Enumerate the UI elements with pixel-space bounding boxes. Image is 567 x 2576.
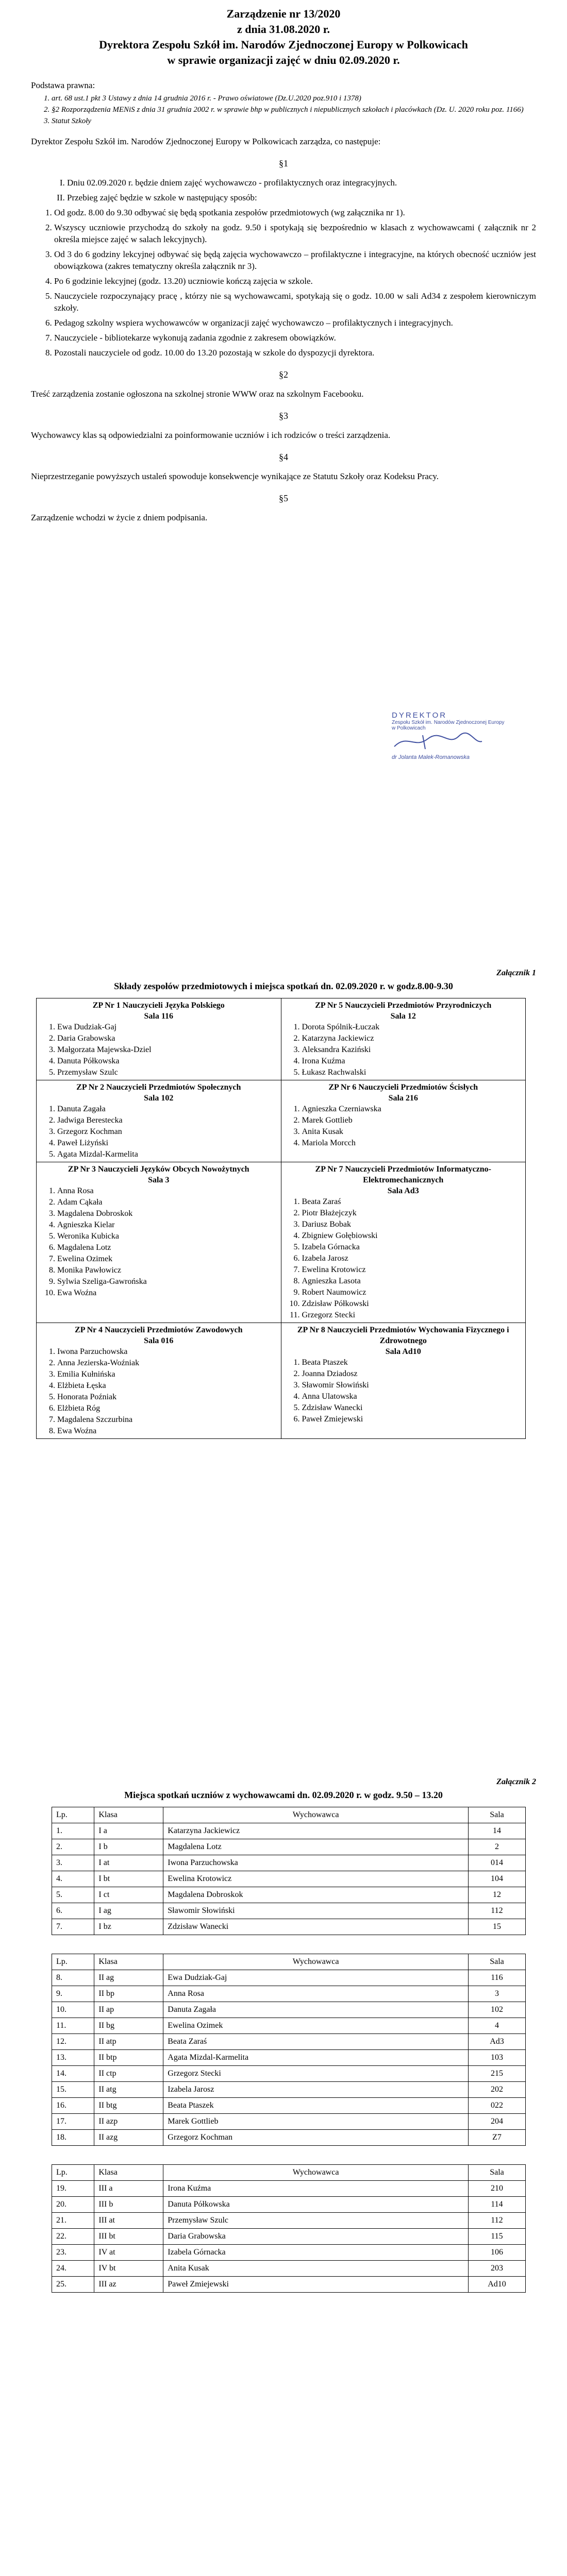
table-cell: 14	[468, 1823, 525, 1839]
table-header-row	[52, 2165, 526, 2181]
table-cell: I ct	[94, 1887, 163, 1903]
team-heading: ZP Nr 4 Nauczycieli Przedmiotów Zawodowych Sala 016	[75, 1326, 243, 1345]
team-cell	[37, 1162, 281, 1323]
column-header: Sala	[468, 1807, 525, 1823]
team-member: 5. Izabela Górnacka	[302, 1242, 523, 1253]
table-cell: Danuta Zagała	[163, 2002, 469, 2018]
team-cell	[37, 998, 281, 1080]
table-row	[52, 2197, 526, 2213]
team-member: 6. Magdalena Lotz	[57, 1242, 278, 1253]
team-member: 3. Sławomir Słowiński	[302, 1380, 523, 1391]
table-cell: I at	[94, 1855, 163, 1871]
section-1-roman-list	[31, 177, 536, 204]
table-cell: 115	[468, 2229, 525, 2245]
team-member: 4. Danuta Półkowska	[57, 1056, 278, 1067]
decree-intro-text: Dyrektor Zespołu Szkół im. Narodów Zjednoczonej Europy w Polkowicach zarządza, co następuje:	[31, 137, 381, 146]
table-row	[52, 2229, 526, 2245]
table-row	[52, 1823, 526, 1839]
table-cell: II azg	[94, 2130, 163, 2146]
point-item: 8. Pozostali nauczyciele od godz. 10.00 do 13.20 pozostają w szkole do dyspozycji dyrektora.	[54, 347, 536, 359]
signature-title: DYREKTOR	[392, 711, 447, 720]
table-cell: 4	[468, 2018, 525, 2034]
team-cell	[281, 1162, 526, 1323]
team-member: 8. Monika Pawłowicz	[57, 1265, 278, 1276]
team-cell	[281, 998, 526, 1080]
table-cell: II atp	[94, 2034, 163, 2050]
team-cell	[281, 1080, 526, 1162]
table-cell: I b	[94, 1839, 163, 1855]
team-member: 4. Mariola Morcch	[302, 1138, 523, 1149]
table-cell: Iwona Parzuchowska	[163, 1855, 469, 1871]
table-cell: Daria Grabowska	[163, 2229, 469, 2245]
table-cell: Agata Mizdal-Karmelita	[163, 2050, 469, 2066]
section-2-text: Treść zarządzenia zostanie ogłoszona na szkolnej stronie WWW oraz na szkolnym Facebooku.	[31, 389, 364, 399]
decree-intro	[0, 135, 567, 147]
column-header: Sala	[468, 2165, 525, 2181]
table-cell: 22.	[52, 2229, 94, 2245]
table-gap	[52, 1935, 526, 1954]
team-member: 4. Irona Kuźma	[302, 1056, 523, 1067]
team-member: 1. Anna Rosa	[57, 1185, 278, 1197]
table-cell: II btp	[94, 2050, 163, 2066]
section-1	[0, 158, 567, 359]
table-cell: 19.	[52, 2181, 94, 2197]
table-cell: II azp	[94, 2114, 163, 2130]
team-heading: ZP Nr 1 Nauczycieli Języka Polskiego Sala 116	[92, 1001, 225, 1021]
team-cell	[37, 1323, 281, 1439]
attachment-1	[0, 969, 567, 1439]
table-cell: 24.	[52, 2261, 94, 2277]
table-cell: 10.	[52, 2002, 94, 2018]
table-cell: Zdzisław Wanecki	[163, 1919, 469, 1935]
team-member: 4. Agnieszka Kielar	[57, 1219, 278, 1231]
table-cell: Beata Zaraś	[163, 2034, 469, 2050]
team-heading: ZP Nr 3 Nauczycieli Języków Obcych Nowożytnych Sala 3	[68, 1165, 249, 1184]
table-cell: I ag	[94, 1903, 163, 1919]
point-item: 1. Od godz. 8.00 do 9.30 odbywać się będą spotkania zespołów przedmiotowych (wg załącznika nr 1).	[54, 207, 536, 218]
team-member: 3. Anita Kusak	[302, 1126, 523, 1138]
team-member: 4. Zbigniew Gołębiowski	[302, 1230, 523, 1242]
team-members	[40, 1346, 278, 1437]
column-header: Lp.	[52, 1954, 94, 1970]
document-header	[0, 0, 567, 68]
attachment-label: Załącznik 2	[496, 1777, 536, 1786]
team-heading: ZP Nr 7 Nauczycieli Przedmiotów Informatyczno-Elektromechanicznych Sala Ad3	[315, 1165, 491, 1195]
team-members	[285, 1104, 523, 1149]
table-cell: 6.	[52, 1903, 94, 1919]
table-cell: 2	[468, 1839, 525, 1855]
table-cell: Anita Kusak	[163, 2261, 469, 2277]
column-header: Lp.	[52, 1807, 94, 1823]
column-header: Wychowawca	[163, 1954, 469, 1970]
team-member: 10. Zdzisław Półkowski	[302, 1298, 523, 1310]
team-member: 1. Beata Ptaszek	[302, 1357, 523, 1368]
table-cell: Beata Ptaszek	[163, 2098, 469, 2114]
team-member: 5. Przemysław Szulc	[57, 1067, 278, 1078]
table-cell: Sławomir Słowiński	[163, 1903, 469, 1919]
point-item: 3. Od 3 do 6 godziny lekcyjnej odbywać się będą zajęcia wychowawczo – profilaktyczne i integracyjne, na których obecność uczniów jest obowiązkowa (zakres tematyczny określa załącznik nr 3).	[54, 248, 536, 272]
table-cell: III a	[94, 2181, 163, 2197]
director-signature	[392, 711, 526, 768]
column-header: Klasa	[94, 2165, 163, 2181]
table-cell: 25.	[52, 2277, 94, 2293]
column-header: Wychowawca	[163, 2165, 469, 2181]
table-cell: II bg	[94, 2018, 163, 2034]
team-row	[37, 1080, 526, 1162]
table-cell: 23.	[52, 2245, 94, 2261]
team-member: 5. Weronika Kubicka	[57, 1231, 278, 1242]
table-cell: 15	[468, 1919, 525, 1935]
decree-number: Zarządzenie nr 13/2020	[226, 7, 341, 20]
decree-date: z dnia 31.08.2020 r.	[237, 23, 330, 36]
table-cell: 210	[468, 2181, 525, 2197]
table-cell: 116	[468, 1970, 525, 1986]
team-member: 8. Agnieszka Lasota	[302, 1276, 523, 1287]
team-row	[37, 1162, 526, 1323]
table-row	[52, 2213, 526, 2229]
table-row	[52, 1903, 526, 1919]
team-cell	[281, 1323, 526, 1439]
table-cell: Danuta Półkowska	[163, 2197, 469, 2213]
table-row	[52, 2130, 526, 2146]
table-row	[52, 2181, 526, 2197]
team-cell	[37, 1080, 281, 1162]
section-sign: §1	[279, 158, 288, 168]
team-member: 6. Izabela Jarosz	[302, 1253, 523, 1264]
table-row	[52, 1871, 526, 1887]
section-sign: §4	[279, 452, 288, 462]
table-row	[52, 2098, 526, 2114]
table-cell: Przemysław Szulc	[163, 2213, 469, 2229]
table-cell: I bt	[94, 1871, 163, 1887]
table-cell: III az	[94, 2277, 163, 2293]
section-4	[0, 451, 567, 482]
team-member: 3. Emilia Kułnińska	[57, 1369, 278, 1380]
table-cell: 16.	[52, 2098, 94, 2114]
attachment-caption: Składy zespołów przedmiotowych i miejsca spotkań dn. 02.09.2020 r. w godz.8.00-9.30	[114, 981, 453, 991]
attachment-2	[0, 1777, 567, 2293]
point-item: 4. Po 6 godzinie lekcyjnej (godz. 13.20) uczniowie kończą zajęcia w szkole.	[54, 275, 536, 287]
table-cell: 18.	[52, 2130, 94, 2146]
team-members	[285, 1196, 523, 1321]
team-members	[285, 1022, 523, 1078]
table-header-row	[52, 1954, 526, 1970]
table-cell: Ad10	[468, 2277, 525, 2293]
team-member: 5. Zdzisław Wanecki	[302, 1402, 523, 1414]
point-item: 6. Pedagog szkolny wspiera wychowawców w organizacji zajęć wychowawczo – profilaktycznych i integracyjnych.	[54, 317, 536, 329]
table-row	[52, 2050, 526, 2066]
table-cell: 112	[468, 1903, 525, 1919]
roman-item: II. Przebieg zajęć będzie w szkole w następujący sposób:	[67, 192, 536, 204]
table-cell: Ewelina Krotowicz	[163, 1871, 469, 1887]
section-4-text: Nieprzestrzeganie powyższych ustaleń spowoduje konsekwencje wynikające ze Statutu Szkoły oraz Kodeksu Pracy.	[31, 471, 439, 481]
team-member: 3. Aleksandra Kaziński	[302, 1044, 523, 1056]
table-cell: IV at	[94, 2245, 163, 2261]
column-header: Wychowawca	[163, 1807, 469, 1823]
team-members	[40, 1022, 278, 1078]
table-cell: III b	[94, 2197, 163, 2213]
point-item: 2. Wszyscy uczniowie przychodzą do szkoły na godz. 9.50 i spotykają się bezpośrednio w klasach z wychowawcami ( załącznik nr 2 określa miejsce zajęć w salach lekcyjnych).	[54, 222, 536, 245]
decree-issuer: Dyrektora Zespołu Szkół im. Narodów Zjednoczonej Europy w Polkowicach	[99, 38, 468, 51]
table-row	[52, 1887, 526, 1903]
table-cell: Ad3	[468, 2034, 525, 2050]
legal-basis-item: 3. Statut Szkoły	[52, 116, 536, 126]
subject-teams-table	[36, 998, 526, 1439]
table-row	[52, 1855, 526, 1871]
table-cell: IV bt	[94, 2261, 163, 2277]
table-cell: 104	[468, 1871, 525, 1887]
table-cell: II btg	[94, 2098, 163, 2114]
table-cell: Magdalena Dobroskok	[163, 1887, 469, 1903]
team-member: 9. Robert Naumowicz	[302, 1287, 523, 1298]
table-cell: II ag	[94, 1970, 163, 1986]
table-cell: III at	[94, 2213, 163, 2229]
team-member: 7. Ewelina Ozimek	[57, 1253, 278, 1265]
table-cell: 7.	[52, 1919, 94, 1935]
column-header: Sala	[468, 1954, 525, 1970]
table-cell: 5.	[52, 1887, 94, 1903]
decree-subject: w sprawie organizacji zajęć w dniu 02.09.2020 r.	[167, 54, 400, 66]
table-row	[52, 2082, 526, 2098]
team-member: 3. Grzegorz Kochman	[57, 1126, 278, 1138]
table-row	[52, 2277, 526, 2293]
table-cell: Ewelina Ozimek	[163, 2018, 469, 2034]
section-3	[0, 410, 567, 441]
legal-basis-item: 1. art. 68 ust.1 pkt 3 Ustawy z dnia 14 grudnia 2016 r. - Prawo oświatowe (Dz.U.2020 poz.910 i 1378)	[52, 93, 536, 104]
table-cell: 12	[468, 1887, 525, 1903]
table-row	[52, 2066, 526, 2082]
team-member: 2. Daria Grabowska	[57, 1033, 278, 1044]
table-cell: II atg	[94, 2082, 163, 2098]
team-member: 1. Ewa Dudziak-Gaj	[57, 1022, 278, 1033]
section-2	[0, 369, 567, 400]
table-cell: 114	[468, 2197, 525, 2213]
legal-basis-list	[31, 93, 536, 126]
team-member: 2. Adam Cąkała	[57, 1197, 278, 1208]
team-member: 2. Marek Gottlieb	[302, 1115, 523, 1126]
section-sign: §5	[279, 493, 288, 503]
team-heading: ZP Nr 8 Nauczycieli Przedmiotów Wychowania Fizycznego i Zdrowotnego Sala Ad10	[297, 1326, 509, 1356]
table-cell: 203	[468, 2261, 525, 2277]
point-item: 7. Nauczyciele - bibliotekarze wykonują zadania zgodnie z zakresem obowiązków.	[54, 332, 536, 344]
table-cell: Katarzyna Jackiewicz	[163, 1823, 469, 1839]
table-cell: Ewa Dudziak-Gaj	[163, 1970, 469, 1986]
legal-basis-item: 2. §2 Rozporządzenia MENiS z dnia 31 grudnia 2002 r. w sprawie bhp w publicznych i niepublicznych szkołach i placówkach (Dz. U. 2020 roku poz. 1166)	[52, 105, 536, 115]
table-cell: 106	[468, 2245, 525, 2261]
team-heading: ZP Nr 6 Nauczycieli Przedmiotów Ścisłych Sala 216	[328, 1083, 478, 1103]
team-member: 5. Agata Mizdal-Karmelita	[57, 1149, 278, 1160]
table-row	[52, 1986, 526, 2002]
table-cell: Grzegorz Kochman	[163, 2130, 469, 2146]
table-cell: II ap	[94, 2002, 163, 2018]
table-cell: 2.	[52, 1839, 94, 1855]
section-sign: §2	[279, 369, 288, 380]
table-cell: Z7	[468, 2130, 525, 2146]
team-members	[40, 1185, 278, 1299]
table-row	[52, 2034, 526, 2050]
table-cell: 3.	[52, 1855, 94, 1871]
legal-basis-intro: Podstawa prawna:	[31, 80, 95, 90]
signature-name: dr Jolanta Malek-Romanowska	[392, 754, 470, 760]
table-cell: Irona Kuźma	[163, 2181, 469, 2197]
section-1-points	[31, 207, 536, 359]
table-cell: 022	[468, 2098, 525, 2114]
table-row	[52, 2114, 526, 2130]
table-cell: 11.	[52, 2018, 94, 2034]
section-sign: §3	[279, 411, 288, 421]
table-cell: II bp	[94, 1986, 163, 2002]
team-member: 5. Honorata Poźniak	[57, 1392, 278, 1403]
team-member: 3. Małgorzata Majewska-Dziel	[57, 1044, 278, 1056]
team-members	[40, 1104, 278, 1160]
team-member: 2. Anna Jezierska-Woźniak	[57, 1358, 278, 1369]
table-cell: 17.	[52, 2114, 94, 2130]
team-member: 8. Ewa Woźna	[57, 1426, 278, 1437]
table-row	[52, 1839, 526, 1855]
table-cell: 12.	[52, 2034, 94, 2050]
section-3-text: Wychowawcy klas są odpowiedzialni za poinformowanie uczniów i ich rodziców o treści zarządzenia.	[31, 430, 391, 440]
table-cell: 1.	[52, 1823, 94, 1839]
legal-basis	[0, 79, 567, 126]
team-member: 2. Piotr Błażejczyk	[302, 1208, 523, 1219]
table-header-row	[52, 1807, 526, 1823]
team-member: 7. Ewelina Krotowicz	[302, 1264, 523, 1276]
team-member: 5. Łukasz Rachwalski	[302, 1067, 523, 1078]
roman-item: I. Dniu 02.09.2020 r. będzie dniem zajęć wychowawczo - profilaktycznych oraz integracyjnych.	[67, 177, 536, 189]
table-row	[52, 2245, 526, 2261]
team-member: 9. Sylwia Szeliga-Gawrońska	[57, 1276, 278, 1287]
table-cell: 3	[468, 1986, 525, 2002]
table-cell: 215	[468, 2066, 525, 2082]
team-member: 2. Joanna Dziadosz	[302, 1368, 523, 1380]
column-header: Lp.	[52, 2165, 94, 2181]
table-cell: Paweł Zmiejewski	[163, 2277, 469, 2293]
table-cell: 102	[468, 2002, 525, 2018]
team-member: 1. Agnieszka Czerniawska	[302, 1104, 523, 1115]
team-heading: ZP Nr 2 Nauczycieli Przedmiotów Społecznych Sala 102	[76, 1083, 241, 1103]
team-member: 6. Elżbieta Róg	[57, 1403, 278, 1414]
team-row	[37, 998, 526, 1080]
table-cell: Marek Gottlieb	[163, 2114, 469, 2130]
table-cell: 112	[468, 2213, 525, 2229]
table-cell: Magdalena Lotz	[163, 1839, 469, 1855]
table-cell: 15.	[52, 2082, 94, 2098]
table-cell: Izabela Górnacka	[163, 2245, 469, 2261]
gap-cell	[52, 1935, 526, 1954]
attachment-caption: Miejsca spotkań uczniów z wychowawcami dn. 02.09.2020 r. w godz. 9.50 – 13.20	[124, 1790, 443, 1800]
section-5	[0, 493, 567, 523]
table-cell: 8.	[52, 1970, 94, 1986]
signature-city: w Polkowicach	[392, 725, 426, 731]
table-cell: Anna Rosa	[163, 1986, 469, 2002]
team-member: 10. Ewa Woźna	[57, 1287, 278, 1299]
column-header: Klasa	[94, 1954, 163, 1970]
attachment-label: Załącznik 1	[496, 969, 536, 977]
table-row	[52, 2261, 526, 2277]
table-row	[52, 1970, 526, 1986]
team-member: 3. Dariusz Bobak	[302, 1219, 523, 1230]
table-cell: Izabela Jarosz	[163, 2082, 469, 2098]
table-cell: 21.	[52, 2213, 94, 2229]
column-header: Klasa	[94, 1807, 163, 1823]
table-cell: 014	[468, 1855, 525, 1871]
table-cell: I bz	[94, 1919, 163, 1935]
team-member: 4. Paweł Liżyński	[57, 1138, 278, 1149]
team-member: 4. Elżbieta Łęska	[57, 1380, 278, 1392]
section-5-text: Zarządzenie wchodzi w życie z dniem podpisania.	[31, 513, 208, 522]
table-cell: 9.	[52, 1986, 94, 2002]
team-member: 7. Magdalena Szczurbina	[57, 1414, 278, 1426]
team-member: 2. Katarzyna Jackiewicz	[302, 1033, 523, 1044]
gap-cell	[52, 2146, 526, 2165]
table-row	[52, 2002, 526, 2018]
team-heading: ZP Nr 5 Nauczycieli Przedmiotów Przyrodniczych Sala 12	[315, 1001, 492, 1021]
table-cell: 20.	[52, 2197, 94, 2213]
table-cell: 202	[468, 2082, 525, 2098]
table-cell: 4.	[52, 1871, 94, 1887]
table-row	[52, 2018, 526, 2034]
table-row	[52, 1919, 526, 1935]
table-cell: I a	[94, 1823, 163, 1839]
team-row	[37, 1323, 526, 1439]
team-member: 1. Dorota Spólnik-Łuczak	[302, 1022, 523, 1033]
table-cell: 103	[468, 2050, 525, 2066]
table-gap	[52, 2146, 526, 2165]
team-member: 3. Magdalena Dobroskok	[57, 1208, 278, 1219]
table-cell: 13.	[52, 2050, 94, 2066]
team-member: 1. Beata Zaraś	[302, 1196, 523, 1208]
handwritten-signature-icon	[392, 731, 485, 752]
team-member: 1. Iwona Parzuchowska	[57, 1346, 278, 1358]
team-member: 4. Anna Ulatowska	[302, 1391, 523, 1402]
table-cell: II ctp	[94, 2066, 163, 2082]
homeroom-rooms-table	[52, 1807, 526, 2293]
team-member: 1. Danuta Zagała	[57, 1104, 278, 1115]
table-cell: Grzegorz Stecki	[163, 2066, 469, 2082]
team-member: 6. Paweł Zmiejewski	[302, 1414, 523, 1425]
team-member: 11. Grzegorz Stecki	[302, 1310, 523, 1321]
point-item: 5. Nauczyciele rozpoczynający pracę , którzy nie są wychowawcami, spotykają się o godz. 10.00 w sali Ad34 z zespołem kierowniczym szkoły.	[54, 290, 536, 314]
team-member: 2. Jadwiga Berestecka	[57, 1115, 278, 1126]
table-cell: III bt	[94, 2229, 163, 2245]
signature-school: Zespołu Szkół im. Narodów Zjednoczonej Europy	[392, 720, 505, 725]
table-cell: 14.	[52, 2066, 94, 2082]
table-cell: 204	[468, 2114, 525, 2130]
team-members	[285, 1357, 523, 1425]
